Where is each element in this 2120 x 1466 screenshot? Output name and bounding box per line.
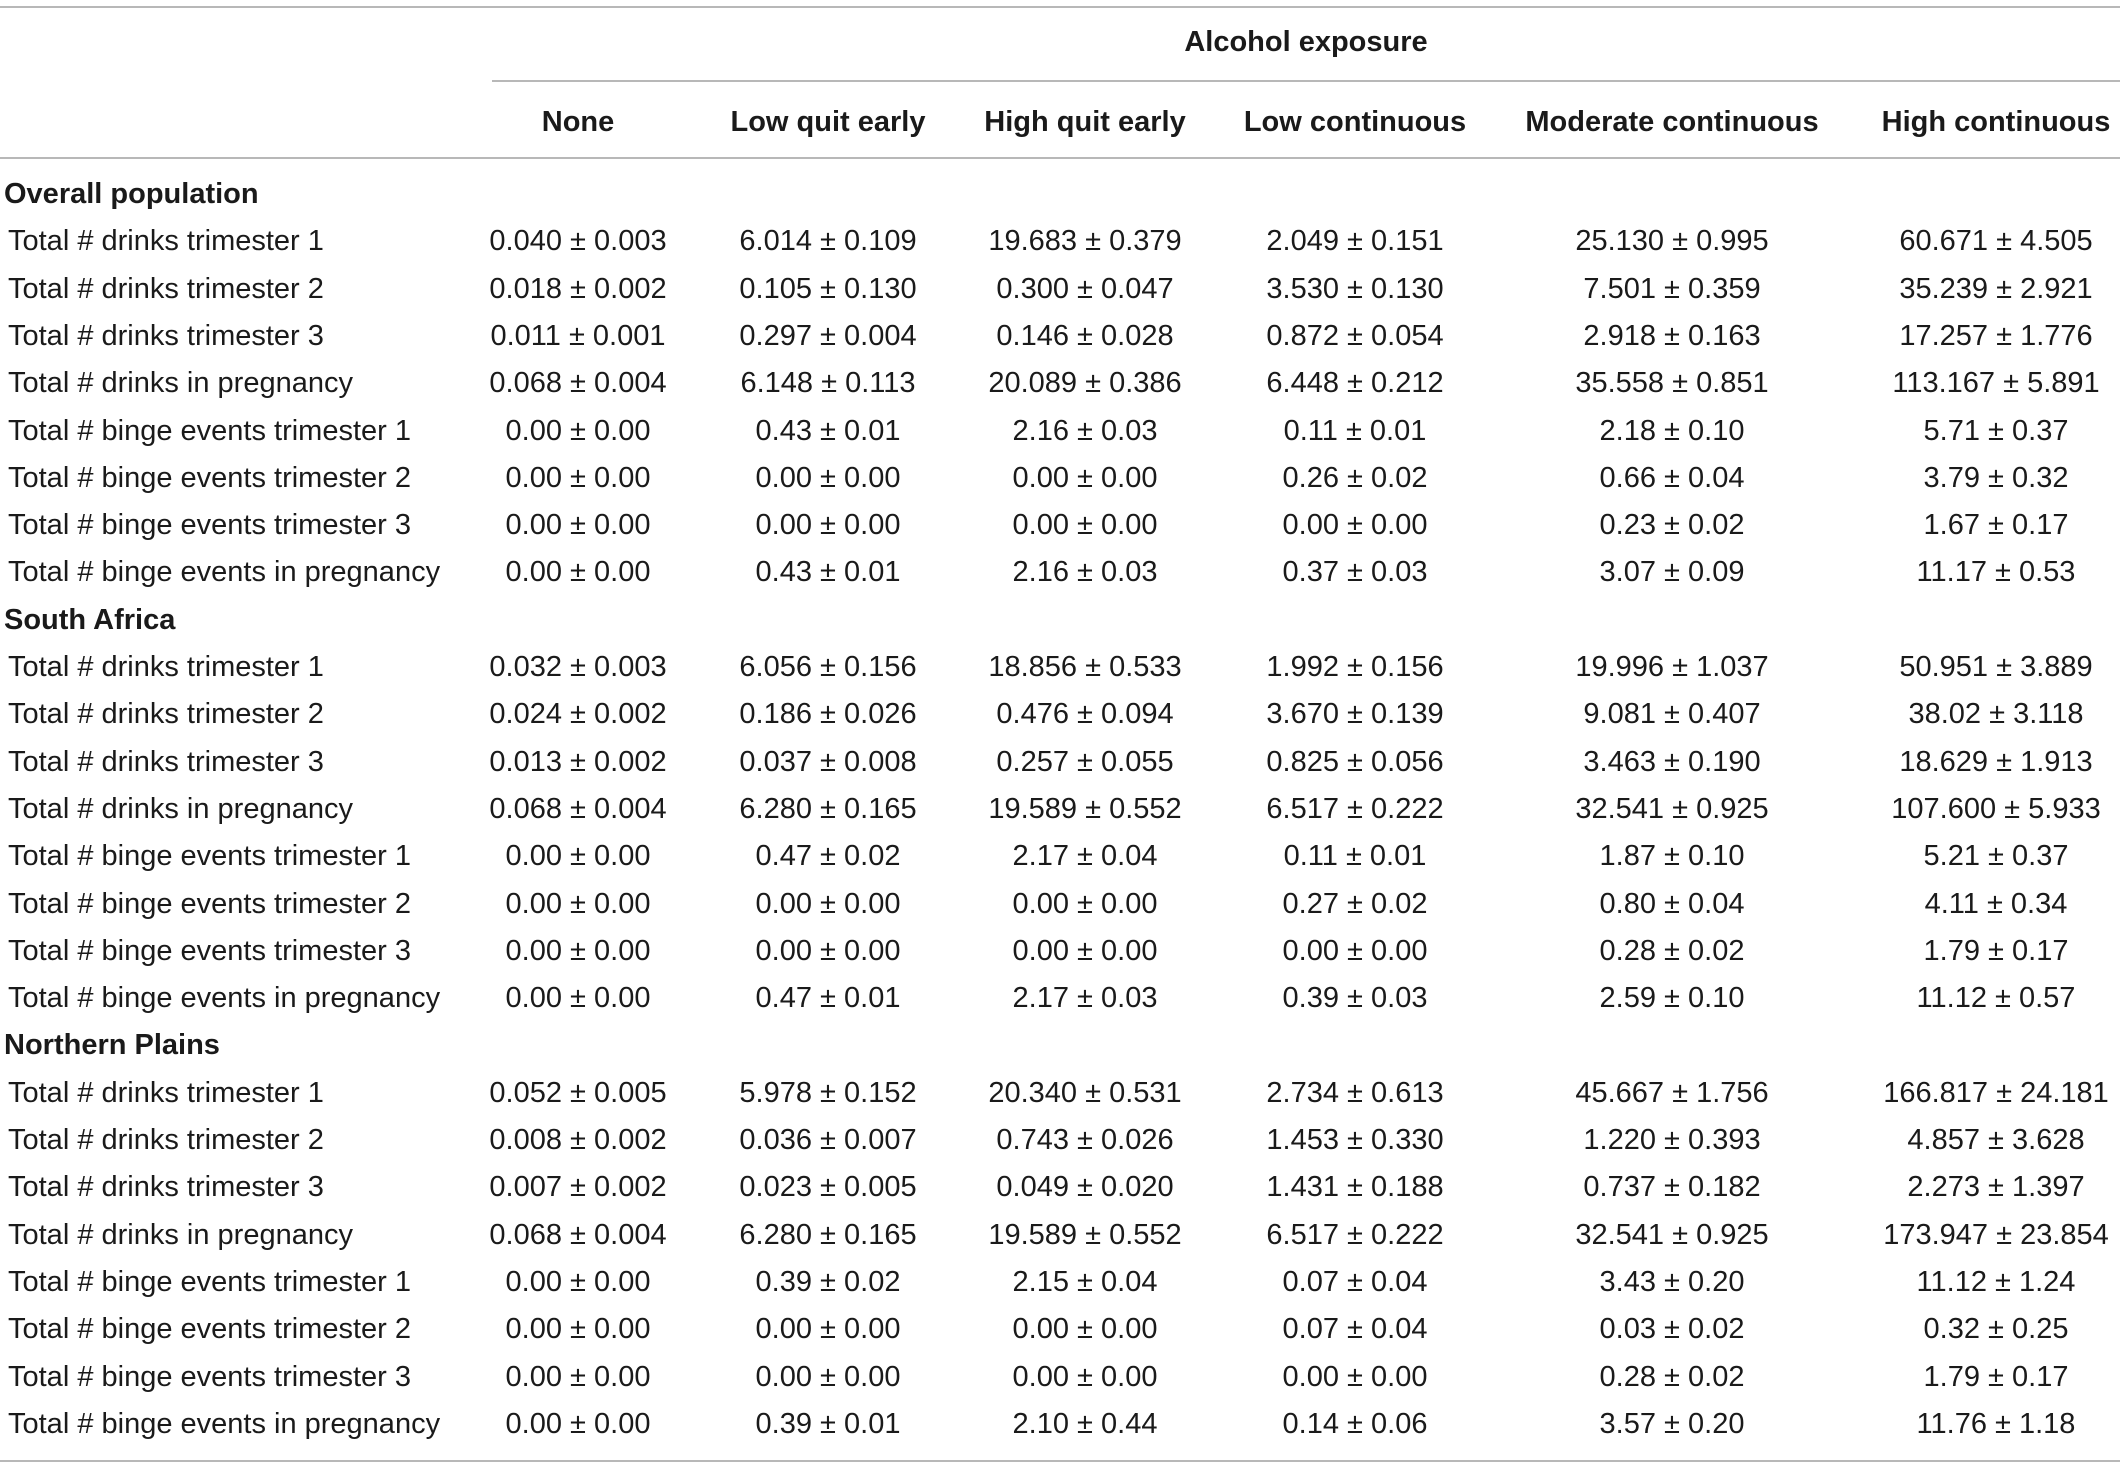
row-label: Total # drinks trimester 2 — [8, 698, 324, 731]
table-cell: 0.47 ± 0.01 — [755, 982, 901, 1015]
alcohol-exposure-group-header: Alcohol exposure — [1184, 26, 1428, 58]
table-cell: 2.15 ± 0.04 — [1012, 1265, 1158, 1298]
row-label: Total # binge events trimester 1 — [8, 414, 411, 447]
table-row — [0, 644, 2120, 691]
row-label: Total # binge events trimester 1 — [8, 1265, 411, 1298]
table-cell: 6.517 ± 0.222 — [1266, 1218, 1444, 1251]
table-cell: 6.014 ± 0.109 — [739, 225, 917, 258]
table-cell: 60.671 ± 4.505 — [1899, 225, 2093, 258]
table-cell: 19.589 ± 0.552 — [988, 792, 1182, 825]
table-cell: 19.683 ± 0.379 — [988, 225, 1182, 258]
table-cell: 0.07 ± 0.04 — [1282, 1265, 1428, 1298]
table-cell: 5.978 ± 0.152 — [739, 1076, 917, 1109]
table-row — [0, 1070, 2120, 1117]
row-label: Total # binge events trimester 2 — [8, 887, 411, 920]
table-cell: 2.59 ± 0.10 — [1599, 982, 1745, 1015]
table-cell: 0.26 ± 0.02 — [1282, 461, 1428, 494]
table-top-rule — [0, 6, 2120, 8]
table-cell: 0.00 ± 0.00 — [755, 1313, 901, 1346]
table-cell: 19.996 ± 1.037 — [1575, 651, 1769, 683]
table-cell: 0.23 ± 0.02 — [1599, 509, 1745, 542]
table-cell: 1.79 ± 0.17 — [1923, 934, 2069, 967]
header-bottom-rule — [0, 157, 2120, 159]
row-label: Total # drinks in pregnancy — [8, 1218, 353, 1251]
row-label: Total # drinks trimester 3 — [8, 319, 324, 352]
table-cell: 20.340 ± 0.531 — [988, 1076, 1182, 1109]
table-cell: 4.857 ± 3.628 — [1907, 1124, 2085, 1156]
table-cell: 0.013 ± 0.002 — [489, 745, 667, 778]
table-row — [0, 833, 2120, 880]
table-cell: 35.239 ± 2.921 — [1899, 272, 2093, 305]
table-cell: 0.00 ± 0.00 — [755, 461, 901, 494]
table-cell: 0.032 ± 0.003 — [489, 651, 667, 683]
table-cell: 0.00 ± 0.00 — [505, 982, 651, 1015]
table-cell: 0.068 ± 0.004 — [489, 792, 667, 825]
table-cell: 0.00 ± 0.00 — [505, 1265, 651, 1298]
table-cell: 0.00 ± 0.00 — [505, 934, 651, 967]
table-cell: 0.28 ± 0.02 — [1599, 1360, 1745, 1393]
table-cell: 6.148 ± 0.113 — [740, 367, 916, 400]
table-cell: 0.00 ± 0.00 — [1012, 934, 1158, 967]
table-cell: 3.463 ± 0.190 — [1583, 745, 1761, 778]
table-cell: 25.130 ± 0.995 — [1575, 225, 1769, 258]
table-row — [0, 691, 2120, 738]
table-cell: 0.037 ± 0.008 — [739, 745, 917, 778]
table-cell: 3.670 ± 0.139 — [1266, 698, 1444, 731]
table-cell: 6.448 ± 0.212 — [1266, 367, 1444, 400]
column-header: Low continuous — [1243, 106, 1467, 138]
table-row — [0, 1306, 2120, 1353]
row-label: Total # binge events trimester 1 — [8, 840, 411, 873]
table-cell: 0.00 ± 0.00 — [505, 1360, 651, 1393]
table-cell: 0.43 ± 0.01 — [755, 556, 901, 589]
table-cell: 11.76 ± 1.18 — [1916, 1407, 2076, 1440]
table-cell: 18.856 ± 0.533 — [988, 651, 1182, 683]
table-cell: 0.297 ± 0.004 — [739, 319, 917, 352]
row-label: Total # binge events trimester 2 — [8, 461, 411, 494]
table-cell: 0.37 ± 0.03 — [1282, 556, 1428, 589]
table-cell: 2.734 ± 0.613 — [1266, 1076, 1444, 1109]
column-header: None — [541, 106, 615, 138]
row-label: Total # binge events trimester 3 — [8, 934, 411, 967]
table-cell: 0.023 ± 0.005 — [739, 1171, 917, 1204]
table-row — [0, 218, 2120, 265]
section-header-row — [0, 1022, 2120, 1069]
table-cell: 3.79 ± 0.32 — [1923, 461, 2069, 494]
table-cell: 0.32 ± 0.25 — [1923, 1313, 2069, 1346]
section-title: Overall population — [4, 178, 259, 210]
table-cell: 2.17 ± 0.03 — [1012, 982, 1158, 1015]
table-cell: 1.67 ± 0.17 — [1923, 509, 2069, 542]
table-cell: 0.47 ± 0.02 — [755, 840, 901, 873]
table-row — [0, 1212, 2120, 1259]
table-cell: 0.024 ± 0.002 — [489, 698, 667, 731]
table-cell: 0.00 ± 0.00 — [1012, 1360, 1158, 1393]
table-cell: 0.39 ± 0.03 — [1282, 982, 1428, 1015]
table-cell: 0.007 ± 0.002 — [489, 1171, 667, 1204]
table-cell: 32.541 ± 0.925 — [1575, 792, 1769, 825]
table-cell: 0.39 ± 0.02 — [755, 1265, 901, 1298]
table-cell: 0.00 ± 0.00 — [1012, 1313, 1158, 1346]
table-cell: 2.16 ± 0.03 — [1012, 414, 1158, 447]
table-cell: 113.167 ± 5.891 — [1892, 367, 2100, 400]
table-cell: 6.280 ± 0.165 — [739, 792, 917, 825]
table-cell: 20.089 ± 0.386 — [988, 367, 1182, 400]
table-cell: 0.008 ± 0.002 — [489, 1124, 667, 1156]
table-cell: 0.052 ± 0.005 — [489, 1076, 667, 1109]
table-cell: 0.00 ± 0.00 — [505, 509, 651, 542]
table-cell: 0.018 ± 0.002 — [489, 272, 667, 305]
table-cell: 0.00 ± 0.00 — [505, 556, 651, 589]
table-cell: 0.068 ± 0.004 — [489, 367, 667, 400]
section-title: South Africa — [4, 603, 176, 636]
row-label: Total # drinks trimester 3 — [8, 745, 324, 778]
table-cell: 1.79 ± 0.17 — [1923, 1360, 2069, 1393]
table-cell: 11.17 ± 0.53 — [1916, 556, 2076, 589]
table-cell: 18.629 ± 1.913 — [1899, 745, 2093, 778]
table-cell: 107.600 ± 5.933 — [1891, 792, 2101, 825]
row-label: Total # drinks trimester 2 — [8, 272, 324, 305]
table-cell: 35.558 ± 0.851 — [1575, 367, 1769, 400]
table-cell: 0.14 ± 0.06 — [1282, 1407, 1428, 1440]
table-cell: 45.667 ± 1.756 — [1575, 1076, 1769, 1109]
column-header: High quit early — [984, 106, 1186, 138]
row-label: Total # drinks trimester 1 — [8, 1076, 324, 1109]
table-row — [0, 786, 2120, 833]
group-header-rule — [492, 80, 2120, 82]
table-cell: 2.16 ± 0.03 — [1012, 556, 1158, 589]
table-cell: 1.453 ± 0.330 — [1266, 1124, 1444, 1156]
row-label: Total # binge events in pregnancy — [8, 1407, 441, 1440]
table-cell: 0.825 ± 0.056 — [1266, 745, 1444, 778]
table-cell: 0.146 ± 0.028 — [996, 319, 1174, 352]
table-cell: 0.00 ± 0.00 — [1012, 887, 1158, 920]
table-cell: 0.00 ± 0.00 — [1012, 509, 1158, 542]
table-row — [0, 1354, 2120, 1401]
table-cell: 6.056 ± 0.156 — [739, 651, 917, 683]
table-cell: 1.431 ± 0.188 — [1266, 1171, 1444, 1204]
table-cell: 0.872 ± 0.054 — [1266, 319, 1444, 352]
table-cell: 0.00 ± 0.00 — [755, 1360, 901, 1393]
table-cell: 0.049 ± 0.020 — [996, 1171, 1174, 1204]
table-cell: 0.39 ± 0.01 — [755, 1407, 901, 1440]
row-label: Total # binge events trimester 2 — [8, 1313, 411, 1346]
table-cell: 0.036 ± 0.007 — [739, 1124, 917, 1156]
table-cell: 4.11 ± 0.34 — [1924, 887, 2068, 920]
table-cell: 19.589 ± 0.552 — [988, 1218, 1182, 1251]
table-cell: 0.040 ± 0.003 — [489, 225, 667, 258]
table-cell: 0.186 ± 0.026 — [739, 698, 917, 731]
row-label: Total # binge events trimester 3 — [8, 509, 411, 542]
table-cell: 0.476 ± 0.094 — [996, 698, 1174, 731]
table-row — [0, 455, 2120, 502]
table-cell: 38.02 ± 3.118 — [1908, 698, 2084, 731]
table-cell: 0.00 ± 0.00 — [1012, 461, 1158, 494]
table-cell: 0.00 ± 0.00 — [1282, 1360, 1428, 1393]
table-cell: 3.57 ± 0.20 — [1599, 1407, 1745, 1440]
row-label: Total # drinks trimester 2 — [8, 1124, 324, 1156]
table-cell: 0.00 ± 0.00 — [755, 509, 901, 542]
table-row — [0, 1117, 2120, 1164]
table-cell: 0.743 ± 0.026 — [996, 1124, 1174, 1156]
table-cell: 0.00 ± 0.00 — [505, 1407, 651, 1440]
table-cell: 2.10 ± 0.44 — [1012, 1407, 1158, 1440]
table-cell: 3.43 ± 0.20 — [1599, 1265, 1745, 1298]
section-header-row — [0, 597, 2120, 644]
table-cell: 0.00 ± 0.00 — [1282, 934, 1428, 967]
table-cell: 0.068 ± 0.004 — [489, 1218, 667, 1251]
table-cell: 17.257 ± 1.776 — [1899, 319, 2093, 352]
column-header: Moderate continuous — [1525, 106, 1819, 138]
section-header-row — [0, 171, 2120, 218]
table-row — [0, 313, 2120, 360]
table-cell: 2.17 ± 0.04 — [1012, 840, 1158, 873]
table-cell: 166.817 ± 24.181 — [1883, 1076, 2109, 1109]
table-row — [0, 739, 2120, 786]
row-label: Total # binge events trimester 3 — [8, 1360, 411, 1393]
table-cell: 6.280 ± 0.165 — [739, 1218, 917, 1251]
table-row — [0, 408, 2120, 455]
table-cell: 1.992 ± 0.156 — [1266, 651, 1444, 683]
table-cell: 0.00 ± 0.00 — [505, 887, 651, 920]
table-cell: 0.07 ± 0.04 — [1282, 1313, 1428, 1346]
table-cell: 0.00 ± 0.00 — [505, 461, 651, 494]
table-cell: 0.66 ± 0.04 — [1599, 461, 1745, 494]
column-header: Low quit early — [730, 106, 926, 138]
row-label: Total # drinks trimester 3 — [8, 1171, 324, 1204]
table-cell: 0.80 ± 0.04 — [1599, 887, 1745, 920]
table-cell: 2.273 ± 1.397 — [1907, 1171, 2085, 1204]
table-row — [0, 1401, 2120, 1448]
table-bottom-rule — [0, 1460, 2120, 1462]
row-label: Total # binge events in pregnancy — [8, 982, 441, 1015]
table-cell: 0.257 ± 0.055 — [996, 745, 1174, 778]
row-label: Total # drinks in pregnancy — [8, 367, 353, 400]
table-cell: 0.737 ± 0.182 — [1583, 1171, 1761, 1204]
table-cell: 0.00 ± 0.00 — [1282, 509, 1428, 542]
table-cell: 173.947 ± 23.854 — [1883, 1218, 2109, 1251]
table-cell: 3.07 ± 0.09 — [1599, 556, 1745, 589]
table-cell: 32.541 ± 0.925 — [1575, 1218, 1769, 1251]
table-cell: 5.21 ± 0.37 — [1923, 840, 2069, 873]
table-cell: 6.517 ± 0.222 — [1266, 792, 1444, 825]
row-label: Total # drinks trimester 1 — [8, 651, 324, 683]
table-cell: 9.081 ± 0.407 — [1583, 698, 1761, 731]
table-row — [0, 1164, 2120, 1211]
table-cell: 7.501 ± 0.359 — [1583, 272, 1761, 305]
row-label: Total # drinks trimester 1 — [8, 225, 324, 258]
section-title: Northern Plains — [4, 1029, 220, 1062]
row-label: Total # drinks in pregnancy — [8, 792, 353, 825]
table-cell: 0.00 ± 0.00 — [755, 887, 901, 920]
table-cell: 0.00 ± 0.00 — [755, 934, 901, 967]
table-row — [0, 1259, 2120, 1306]
table-cell: 2.918 ± 0.163 — [1583, 319, 1761, 352]
table-row — [0, 975, 2120, 1022]
table-cell: 0.03 ± 0.02 — [1599, 1313, 1745, 1346]
table-cell: 2.049 ± 0.151 — [1266, 225, 1444, 258]
table-cell: 0.00 ± 0.00 — [505, 840, 651, 873]
table-cell: 11.12 ± 0.57 — [1916, 982, 2076, 1015]
table-row — [0, 266, 2120, 313]
table-row — [0, 549, 2120, 596]
table-cell: 0.28 ± 0.02 — [1599, 934, 1745, 967]
row-label: Total # binge events in pregnancy — [8, 556, 441, 589]
table-row — [0, 502, 2120, 549]
table-cell: 0.300 ± 0.047 — [996, 272, 1174, 305]
table-cell: 0.11 ± 0.01 — [1283, 840, 1427, 873]
table-row — [0, 360, 2120, 407]
table-cell: 0.011 ± 0.001 — [490, 319, 666, 352]
table-cell: 0.43 ± 0.01 — [755, 414, 901, 447]
table-cell: 1.87 ± 0.10 — [1599, 840, 1745, 873]
table-cell: 0.00 ± 0.00 — [505, 1313, 651, 1346]
table-cell: 1.220 ± 0.393 — [1583, 1124, 1761, 1156]
table-cell: 0.11 ± 0.01 — [1283, 414, 1427, 447]
column-header: High continuous — [1881, 106, 2111, 138]
table-cell: 0.00 ± 0.00 — [505, 414, 651, 447]
table-cell: 0.105 ± 0.130 — [739, 272, 917, 305]
table-cell: 3.530 ± 0.130 — [1266, 272, 1444, 305]
table-row — [0, 881, 2120, 928]
table-row — [0, 928, 2120, 975]
table-cell: 0.27 ± 0.02 — [1282, 887, 1428, 920]
table-cell: 2.18 ± 0.10 — [1599, 414, 1745, 447]
table-cell: 5.71 ± 0.37 — [1923, 414, 2069, 447]
table-cell: 50.951 ± 3.889 — [1899, 651, 2093, 683]
table-cell: 11.12 ± 1.24 — [1916, 1265, 2076, 1298]
